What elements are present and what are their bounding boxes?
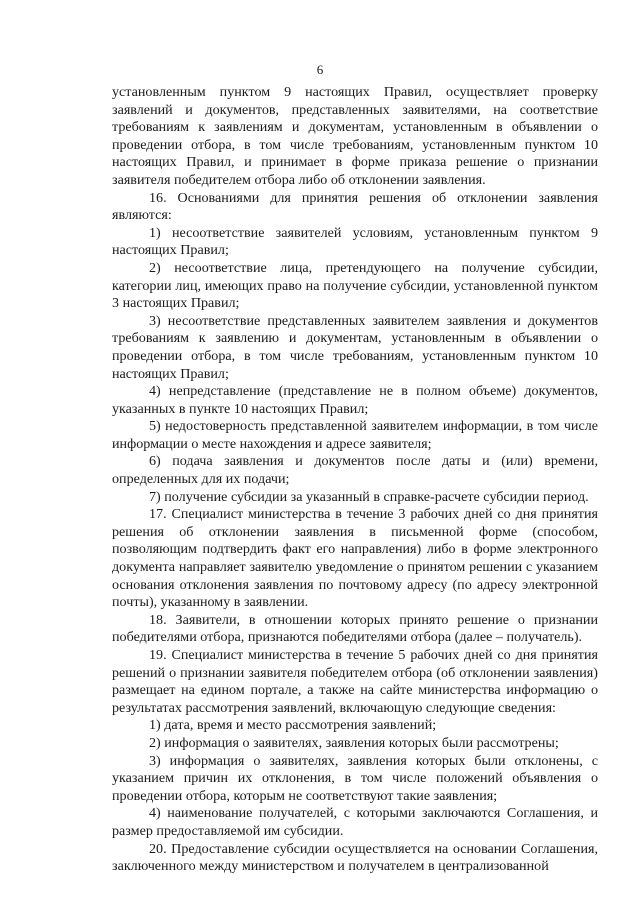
list-item-19-2: 2) информация о заявителях, заявления которых были рассмотрены;	[149, 734, 559, 751]
list-item-16-6: 6) подача заявления и документов после даты и (или) времени, определенных для их подачи;	[112, 453, 598, 488]
paragraph-continuation: установленным пунктом 9 настоящих Правил, осуществляет проверку заявлений и документов, представленных заявителями, на соответствие требованиям к заявлениям и документам, установленным в объявлении о проведении отбора, в том числе требованиям, установленным пунктом 10 настоящих Правил, и принимает в форме приказа решение о признании заявителя победителем отбора либо об отклонении заявления.	[112, 84, 598, 188]
paragraph-item-20: 20. Предоставление субсидии осуществляется на основании Соглашения, заключенного между министерством и получателем в централизованной	[112, 840, 598, 875]
list-item-19-3: 3) информация о заявителях, заявления которых были отклонены, с указанием причин их отклонения, в том числе положений объявления о проведении отбора, которым не соответствуют такие заявления;	[112, 752, 598, 804]
list-item-16-7: 7) получение субсидии за указанный в справке-расчете субсидии период.	[149, 488, 589, 505]
paragraph-item-16: 16. Основаниями для принятия решения об отклонении заявления являются:	[112, 189, 598, 224]
list-item-16-2: 2) несоответствие лица, претендующего на получение субсидии, категории лиц, имеющих право на получение субсидии, установленной пунктом 3 настоящих Правил;	[112, 259, 598, 312]
document-body	[112, 84, 598, 876]
paragraph-item-19: 19. Специалист министерства в течение 5 рабочих дней со дня принятия решений о признании заявителя победителем отбора (об отклонении заявления) размещает на едином портале, а также на сайте министерства информацию о результатах рассмотрения заявлений, включающую следующие сведения:	[112, 647, 598, 716]
paragraph-item-17: 17. Специалист министерства в течение 3 рабочих дней со дня принятия решения об отклонении заявления в письменной форме (способом, позволяющим подтвердить факт его направления) либо в форме электронного документа направляет заявителю уведомление о принятом решении с указанием основания отклонения заявления по почтовому адресу (по адресу электронной почты), указанному в заявлении.	[112, 506, 598, 611]
list-item-19-4: 4) наименование получателей, с которыми заключаются Соглашения, и размер предоставляемой им субсидии.	[112, 805, 598, 839]
page-number: 6	[316, 62, 324, 77]
list-item-16-4: 4) непредставление (представление не в полном объеме) документов, указанных в пункте 10 настоящих Правил;	[112, 383, 598, 417]
list-item-16-5: 5) недостоверность представленной заявителем информации, в том числе информации о месте нахождения и адресе заявителя;	[112, 418, 598, 452]
paragraph-item-18: 18. Заявители, в отношении которых принято решение о признании победителями отбора, признаются победителями отбора (далее – получатель).	[112, 611, 598, 646]
list-item-16-1: 1) несоответствие заявителей условиям, установленным пунктом 9 настоящих Правил;	[112, 224, 598, 259]
list-item-19-1: 1) дата, время и место рассмотрения заявлений;	[149, 717, 437, 734]
list-item-16-3: 3) несоответствие представленных заявителем заявления и документов требованиям к заявлению и документам, установленным в объявлении о проведении отбора, в том числе требованиям, установленным пунктом 10 настоящих Правил;	[112, 312, 598, 382]
